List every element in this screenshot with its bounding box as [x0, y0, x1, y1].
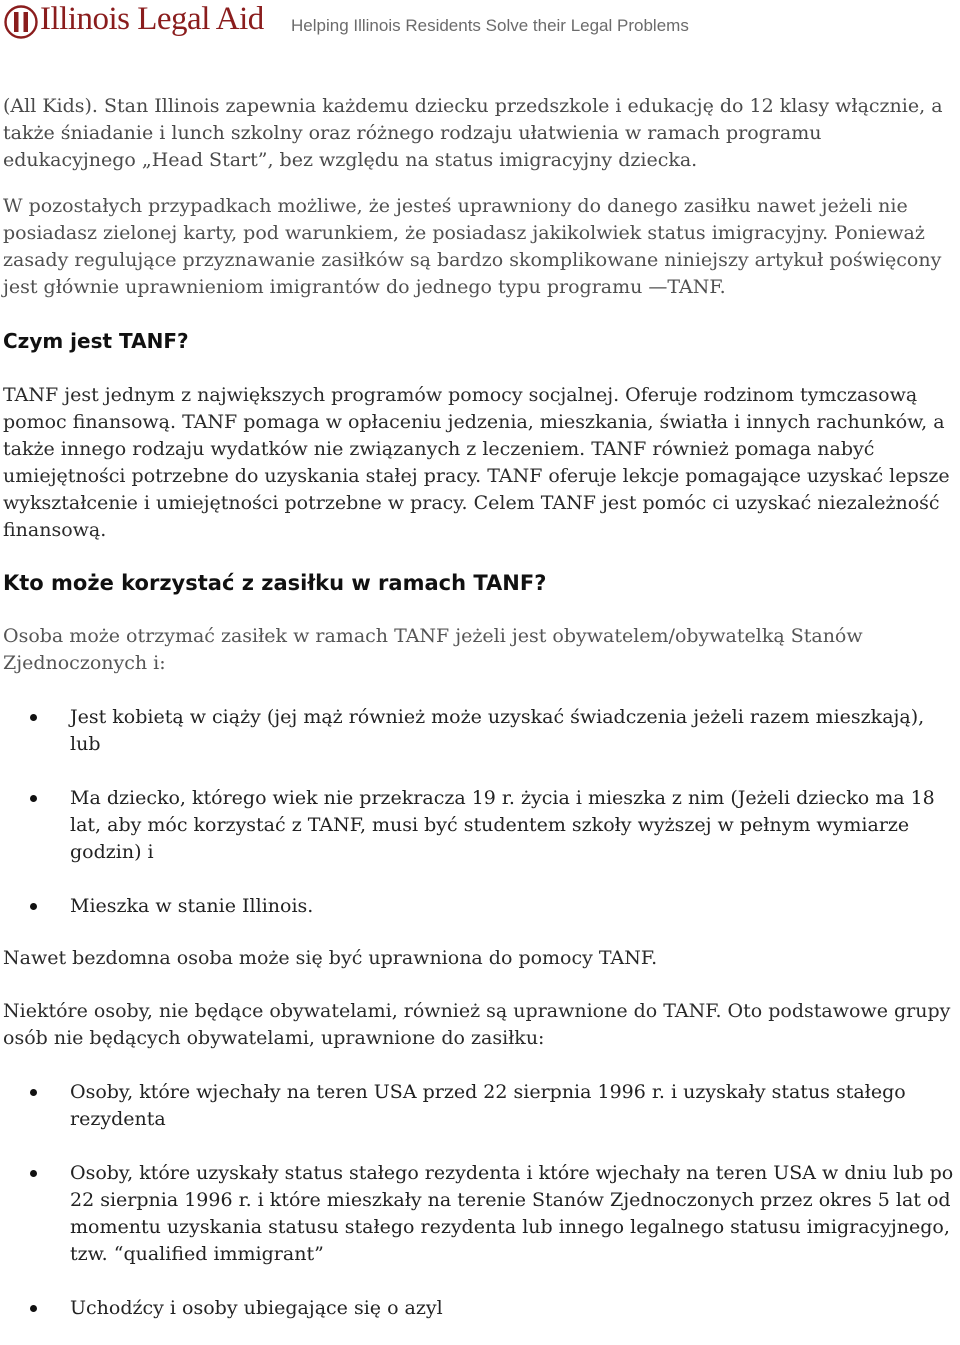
- brand-name[interactable]: Illinois Legal Aid: [40, 1, 264, 37]
- columns-logo-icon: [4, 4, 38, 40]
- noncitizens-list: [3, 1079, 958, 1322]
- page-header: [0, 0, 960, 50]
- bullet-icon: [30, 714, 37, 721]
- eligibility-intro-paragraph: Osoba może otrzymać zasiłek w ramach TANF jeżeli jest obywatelem/obywatelką Stanów Zjednoczonych i:: [3, 625, 863, 674]
- bullet-icon: [30, 1305, 37, 1312]
- list-item-text: Mieszka w stanie Illinois.: [70, 895, 314, 917]
- list-item: [3, 1079, 958, 1133]
- list-item: [3, 1295, 958, 1322]
- list-item: [3, 893, 958, 920]
- bullet-icon: [30, 903, 37, 910]
- tanf-description-paragraph: TANF jest jednym z największych programów pomocy socjalnej. Oferuje rodzinom tymczasową pomoc finansową. TANF pomaga w opłaceniu jedzenia, mieszkania, światła i innych rachunków, a także innego rodzaju wydatków nie związanych z leczeniem. TANF również pomaga nabyć umiejętności potrzebne do uzyskania stałej pracy. TANF oferuje lekcje pomagające uzyskać lepsze wykształcenie i umiejętności potrzebne w pracy. Celem TANF jest pomóc ci uzyskać niezależność finansową.: [3, 384, 950, 541]
- other-cases-paragraph: W pozostałych przypadkach możliwe, że jesteś uprawniony do danego zasiłku nawet jeżeli nie posiadasz zielonej karty, pod warunkiem, że posiadasz jakikolwiek status imigracyjny. Ponieważ zasady regulujące przyznawanie zasiłków są bardzo skomplikowane niniejszy artykuł poświęcony jest głównie uprawnieniom imigrantów do jednego typu programu —TANF.: [3, 195, 942, 298]
- list-item-text: Uchodźcy i osoby ubiegające się o azyl: [70, 1297, 443, 1319]
- list-item-text: Jest kobietą w ciąży (jej mąż również może uzyskać świadczenia jeżeli razem mieszkają), lub: [70, 706, 925, 755]
- list-item: [3, 785, 958, 866]
- document-body: [3, 93, 958, 1322]
- heading-who-can-use-tanf: Kto może korzystać z zasiłku w ramach TANF?: [3, 571, 547, 595]
- bullet-icon: [30, 795, 37, 802]
- bullet-icon: [30, 1089, 37, 1096]
- bullet-icon: [30, 1170, 37, 1177]
- homeless-note-paragraph: Nawet bezdomna osoba może się być uprawniona do pomocy TANF.: [3, 947, 658, 969]
- eligibility-list: [3, 704, 958, 920]
- list-item: [3, 704, 958, 758]
- heading-what-is-tanf: Czym jest TANF?: [3, 329, 189, 353]
- list-item-text: Ma dziecko, którego wiek nie przekracza 19 r. życia i mieszka z nim (Jeżeli dziecko ma 18 lat, aby móc korzystać z TANF, musi być studentem szkoły wyższej w pełnym wymiarze godzin) i: [70, 787, 935, 863]
- intro-paragraph: (All Kids). Stan Illinois zapewnia każdemu dziecku przedszkole i edukację do 12 klasy włącznie, a także śniadanie i lunch szkolny oraz różnego rodzaju ułatwienia w ramach programu edukacyjnego „Head Start”, bez względu na status imigracyjny dziecka.: [3, 95, 943, 171]
- list-item-text: Osoby, które uzyskały status stałego rezydenta i które wjechały na teren USA w dniu lub po 22 sierpnia 1996 r. i które mieszkały na terenie Stanów Zjednoczonych przez okres 5 lat od momentu uzyskania statusu stałego rezydenta lub innego legalnego statusu imigracyjnego, tzw. “qualified immigrant”: [70, 1162, 954, 1265]
- brand-tagline: Helping Illinois Residents Solve their Legal Problems: [291, 16, 689, 35]
- list-item-text: Osoby, które wjechały na teren USA przed 22 sierpnia 1996 r. i uzyskały status stałego rezydenta: [70, 1081, 906, 1130]
- noncitizens-intro-paragraph: Niektóre osoby, nie będące obywatelami, również są uprawnione do TANF. Oto podstawowe grupy osób nie będących obywatelami, uprawnione do zasiłku:: [3, 1000, 951, 1049]
- list-item: [3, 1160, 958, 1268]
